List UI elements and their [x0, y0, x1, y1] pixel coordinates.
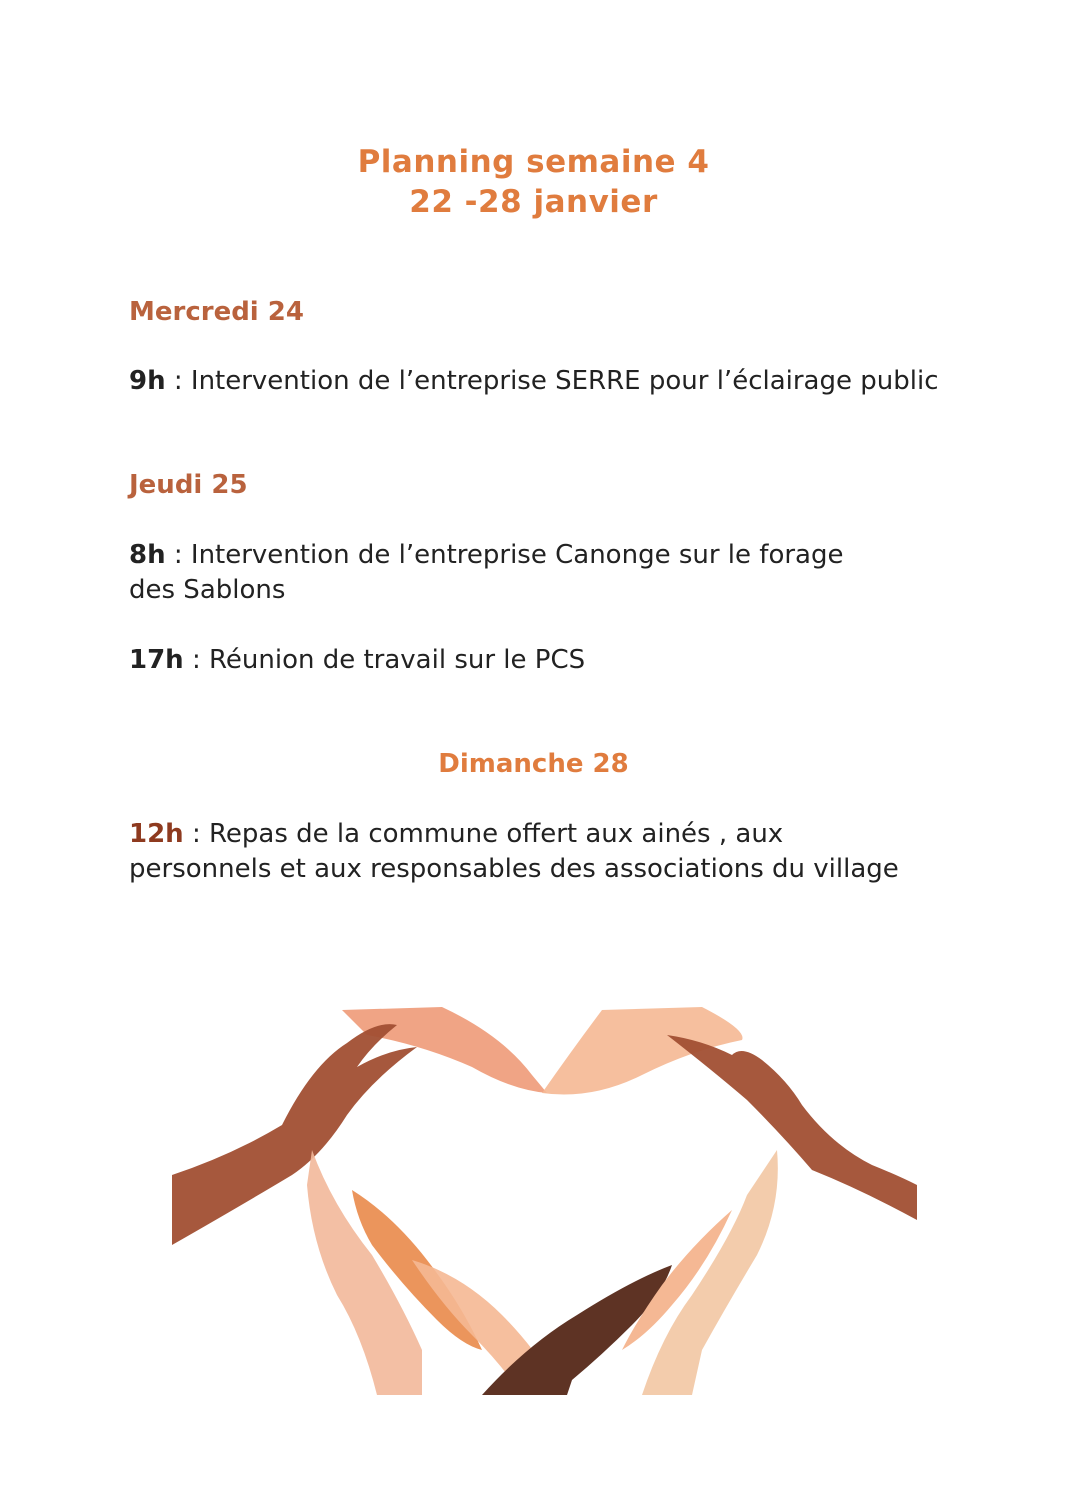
entry-text: : Intervention de l’entreprise SERRE pour l’éclairage public [165, 366, 939, 396]
hands-heart-icon [172, 1005, 917, 1395]
entry-text: : Intervention de l’entreprise Canonge sur le forage des Sablons [129, 540, 844, 605]
title-line-1: Planning semaine 4 [357, 144, 710, 180]
schedule-entry [129, 538, 869, 608]
title-line-2: 22 -28 janvier [409, 184, 658, 220]
day-heading-wednesday: Mercredi 24 [129, 297, 304, 327]
entry-text: : Réunion de travail sur le PCS [183, 645, 586, 675]
entry-text: : Repas de la commune offert aux ainés , aux personnels et aux responsables des associations du village [129, 819, 899, 884]
page-title [0, 142, 1067, 222]
entry-time: 17h [129, 645, 184, 675]
day-heading-sunday: Dimanche 28 [438, 749, 629, 779]
schedule-entry [129, 643, 959, 678]
schedule-entry [129, 817, 899, 887]
entry-time: 12h [129, 819, 184, 849]
day-heading-thursday: Jeudi 25 [129, 470, 248, 500]
entry-time: 8h [129, 540, 166, 570]
schedule-entry [129, 364, 959, 399]
entry-time: 9h [129, 366, 166, 396]
